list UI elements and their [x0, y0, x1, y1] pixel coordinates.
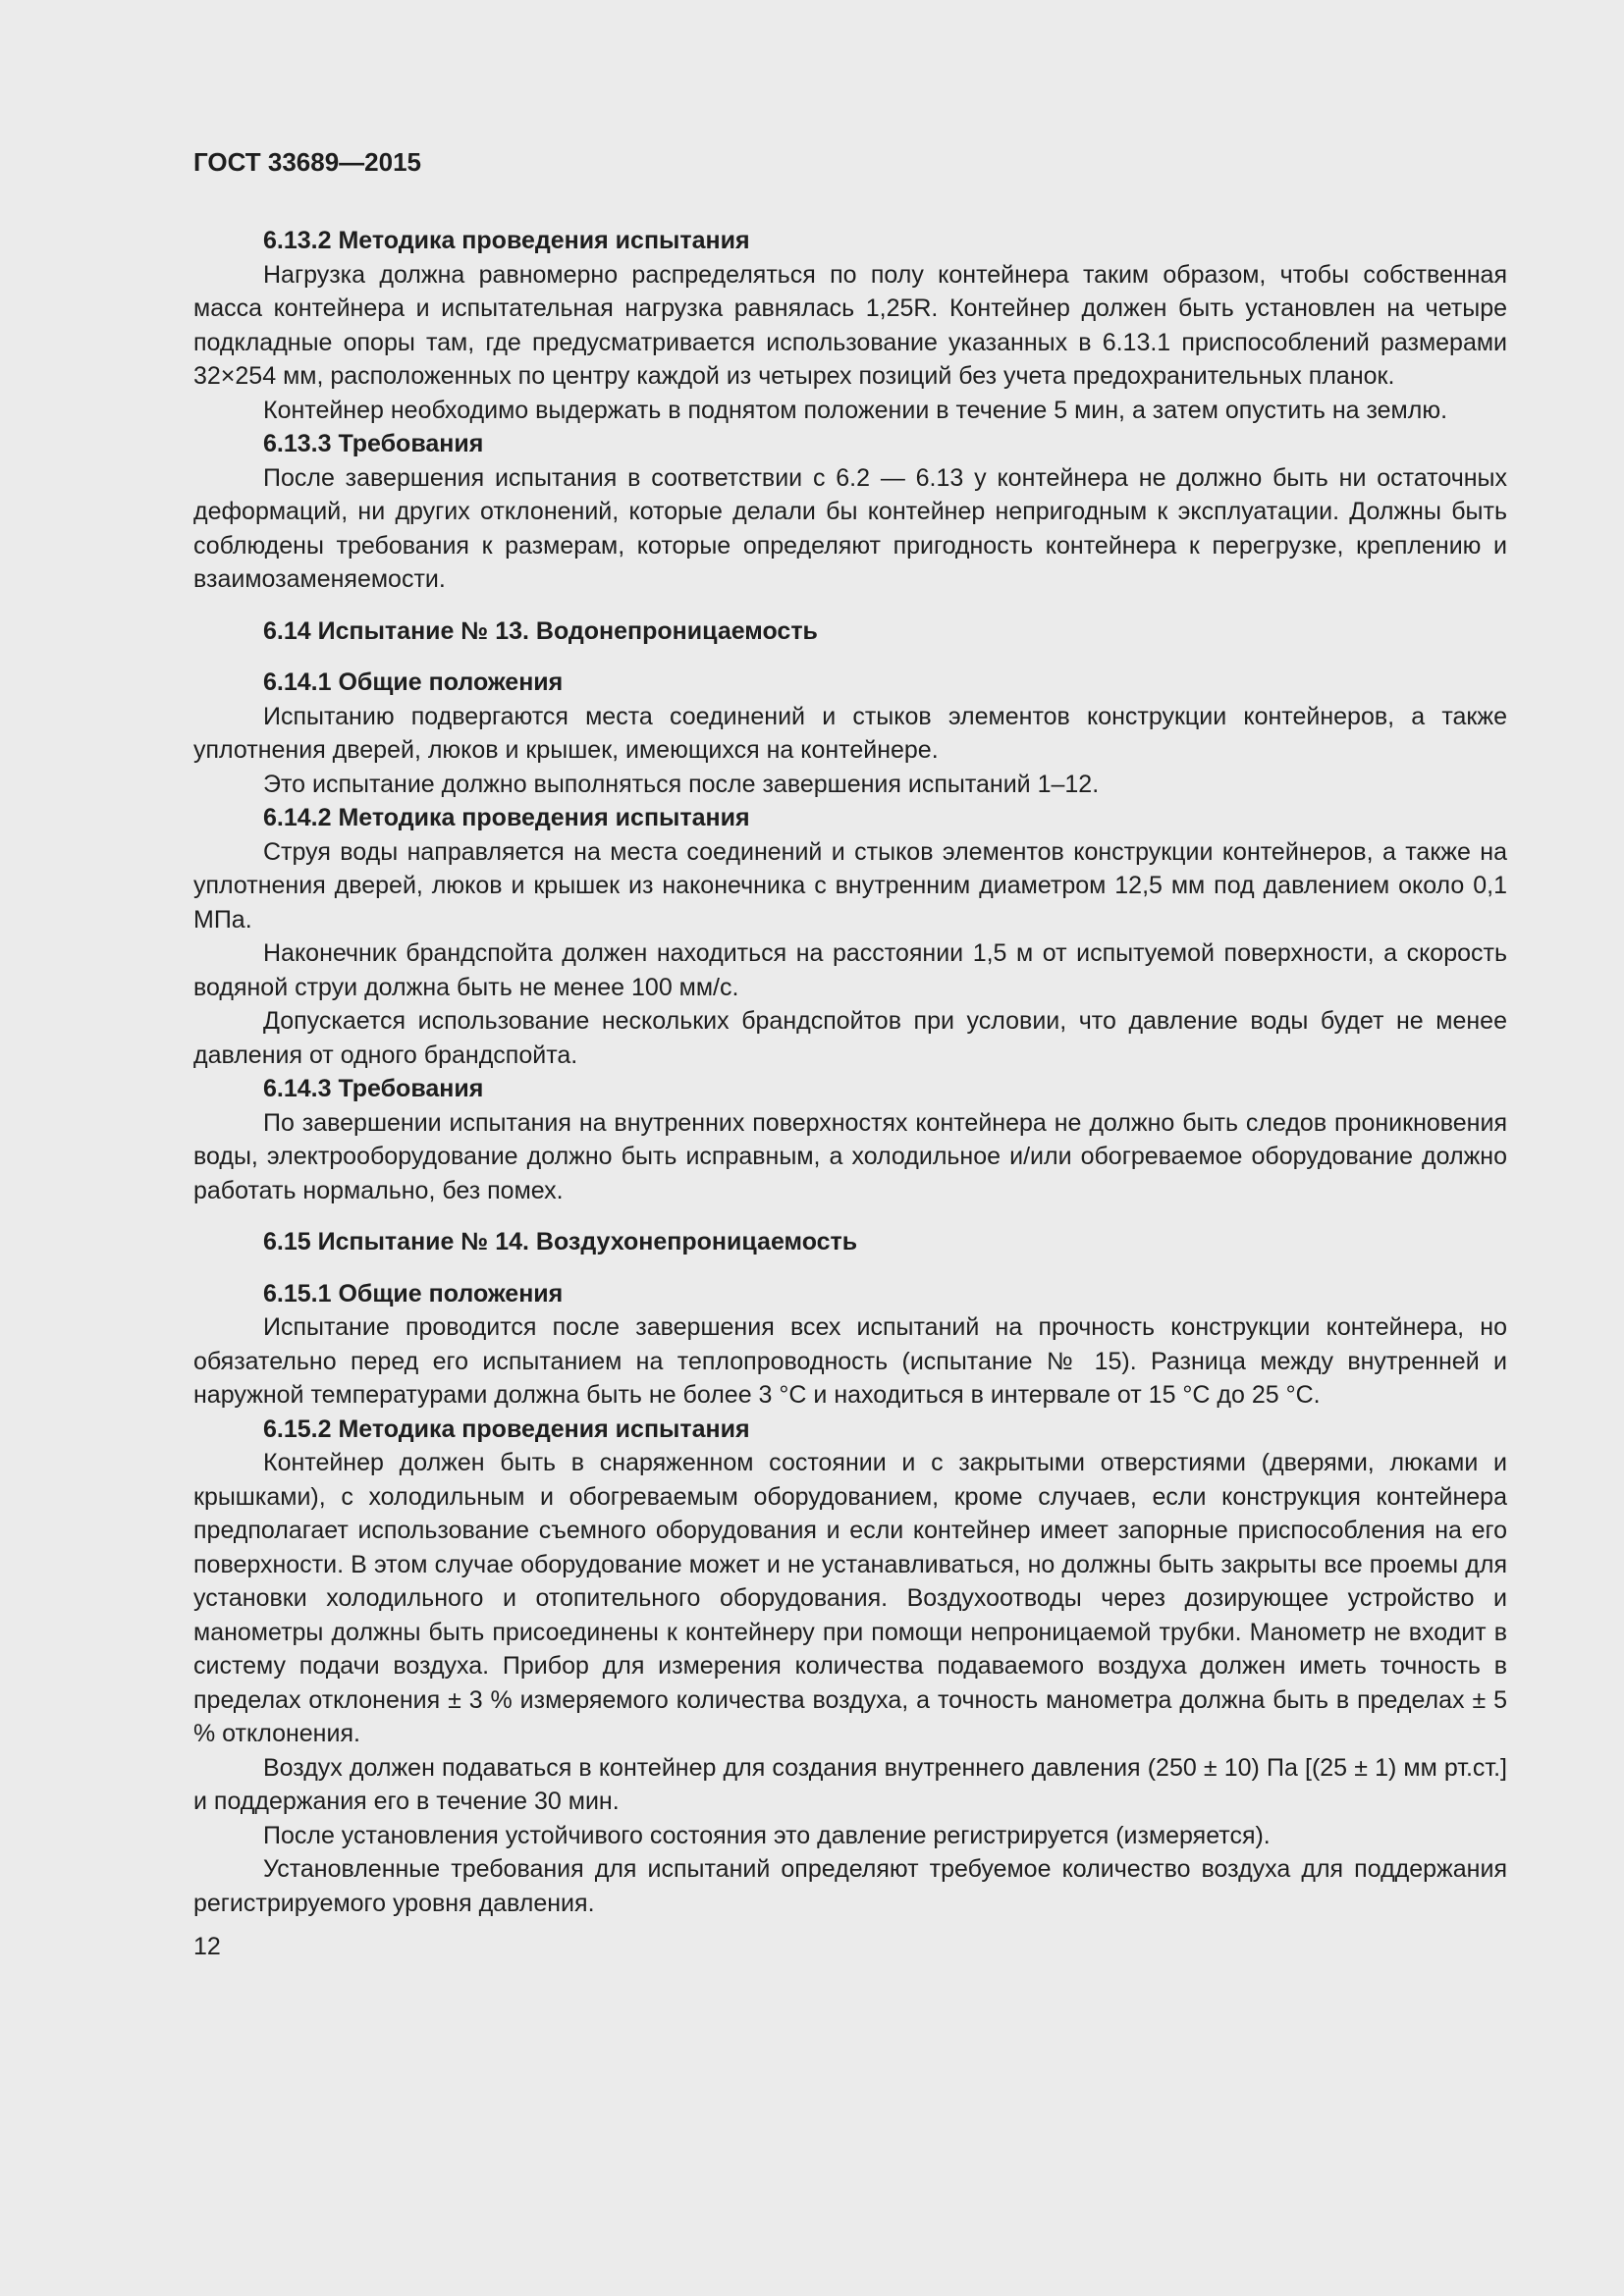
paragraph: Контейнер должен быть в снаряженном состоянии и с закрытыми отверстиями (дверями, люками и крышками), с холодильным и обогреваемым оборудованием, кроме случаев, если конструкция контейнера предполагает использование съемного оборудования и если контейнер имеет запорные приспособления на его поверхности. В этом случае оборудование может и не устанавливаться, но должны быть закрыты все проемы для установки холодильного и отопительного оборудования. Воздухоотводы через дозирующее устройство и манометры должны быть присоединены к контейнеру при помощи непроницаемой трубки. Манометр не входит в систему подачи воздуха. Прибор для измерения количества подаваемого воздуха должен иметь точность в пределах отклонения ± 3 % измеряемого количества воздуха, а точность манометра должна быть в пределах ± 5 % отклонения. [193, 1449, 1507, 1747]
section-title: 6.15 Испытание № 14. Воздухонепроницаемость [263, 1228, 858, 1255]
section-title: 6.14 Испытание № 13. Водонепроницаемость [263, 616, 818, 645]
paragraph: Нагрузка должна равномерно распределяться по полу контейнера таким образом, чтобы собственная масса контейнера и испытательная нагрузка равнялась 1,25R. Контейнер должен быть установлен на четыре подкладные опоры там, где предусматривается использование указанных в 6.13.1 приспособлений размерами 32×254 мм, расположенных по центру каждой из четырех позиций без учета предохранительных планок. [193, 260, 1507, 390]
paragraph: Струя воды направляется на места соединений и стыков элементов конструкции контейнеров, а также на уплотнения дверей, люков и крышек из наконечника с внутренним диаметром 12,5 мм под давлением около 0,1 МПа. [193, 837, 1507, 934]
document-header: ГОСТ 33689—2015 [193, 147, 421, 177]
section-heading: 6.15.1 Общие положения [263, 1279, 564, 1308]
paragraph: После установления устойчивого состояния это давление регистрируется (измеряется). [263, 1821, 1271, 1849]
section-heading: 6.13.2 Методика проведения испытания [263, 227, 750, 254]
section-heading: 6.14.2 Методика проведения испытания [263, 804, 750, 831]
paragraph: Наконечник брандспойта должен находиться на расстоянии 1,5 м от испытуемой поверхности, а скорость водяной струи должна быть не менее 100 мм/с. [193, 939, 1507, 1001]
paragraph: Испытание проводится после завершения всех испытаний на прочность конструкции контейнера, но обязательно перед его испытанием на теплопроводность (испытание № 15). Разница между внутренней и наружной температурами должна быть не более 3 °С и находиться в интервале от 15 °С до 25 °С. [193, 1313, 1507, 1409]
section-heading: 6.14.1 Общие положения [263, 668, 564, 696]
section-heading: 6.15.2 Методика проведения испытания [263, 1415, 750, 1443]
paragraph: Контейнер необходимо выдержать в поднятом положении в течение 5 мин, а затем опустить на землю. [263, 396, 1448, 424]
paragraph: После завершения испытания в соответствии с 6.2 — 6.13 у контейнера не должно быть ни остаточных деформаций, ни других отклонений, которые делали бы контейнер непригодным к эксплуатации. Должны быть соблюдены требования к размерам, которые определяют пригодность контейнера к перегрузке, креплению и взаимозаменяемости. [193, 463, 1507, 593]
section-heading: 6.14.3 Требования [263, 1075, 484, 1102]
paragraph: По завершении испытания на внутренних поверхностях контейнера не должно быть следов проникновения воды, электрооборудование должно быть исправным, а холодильное и/или обогреваемое оборудование должно работать нормально, без помех. [193, 1108, 1507, 1204]
paragraph: Это испытание должно выполняться после завершения испытаний 1–12. [263, 770, 1100, 798]
paragraph: Испытанию подвергаются места соединений и стыков элементов конструкции контейнеров, а также уплотнения дверей, люков и крышек, имеющихся на контейнере. [193, 702, 1507, 764]
page-number: 12 [193, 1933, 221, 1960]
section-heading: 6.13.3 Требования [263, 430, 484, 457]
document-page [193, 145, 1507, 1963]
paragraph: Установленные требования для испытаний определяют требуемое количество воздуха для поддержания регистрируемого уровня давления. [193, 1855, 1507, 1917]
paragraph: Допускается использование нескольких брандспойтов при условии, что давление воды будет не менее давления от одного брандспойта. [193, 1007, 1507, 1069]
paragraph: Воздух должен подаваться в контейнер для создания внутреннего давления (250 ± 10) Па [(25 ± 1) мм рт.ст.] и поддержания его в течение 30 мин. [193, 1753, 1507, 1815]
